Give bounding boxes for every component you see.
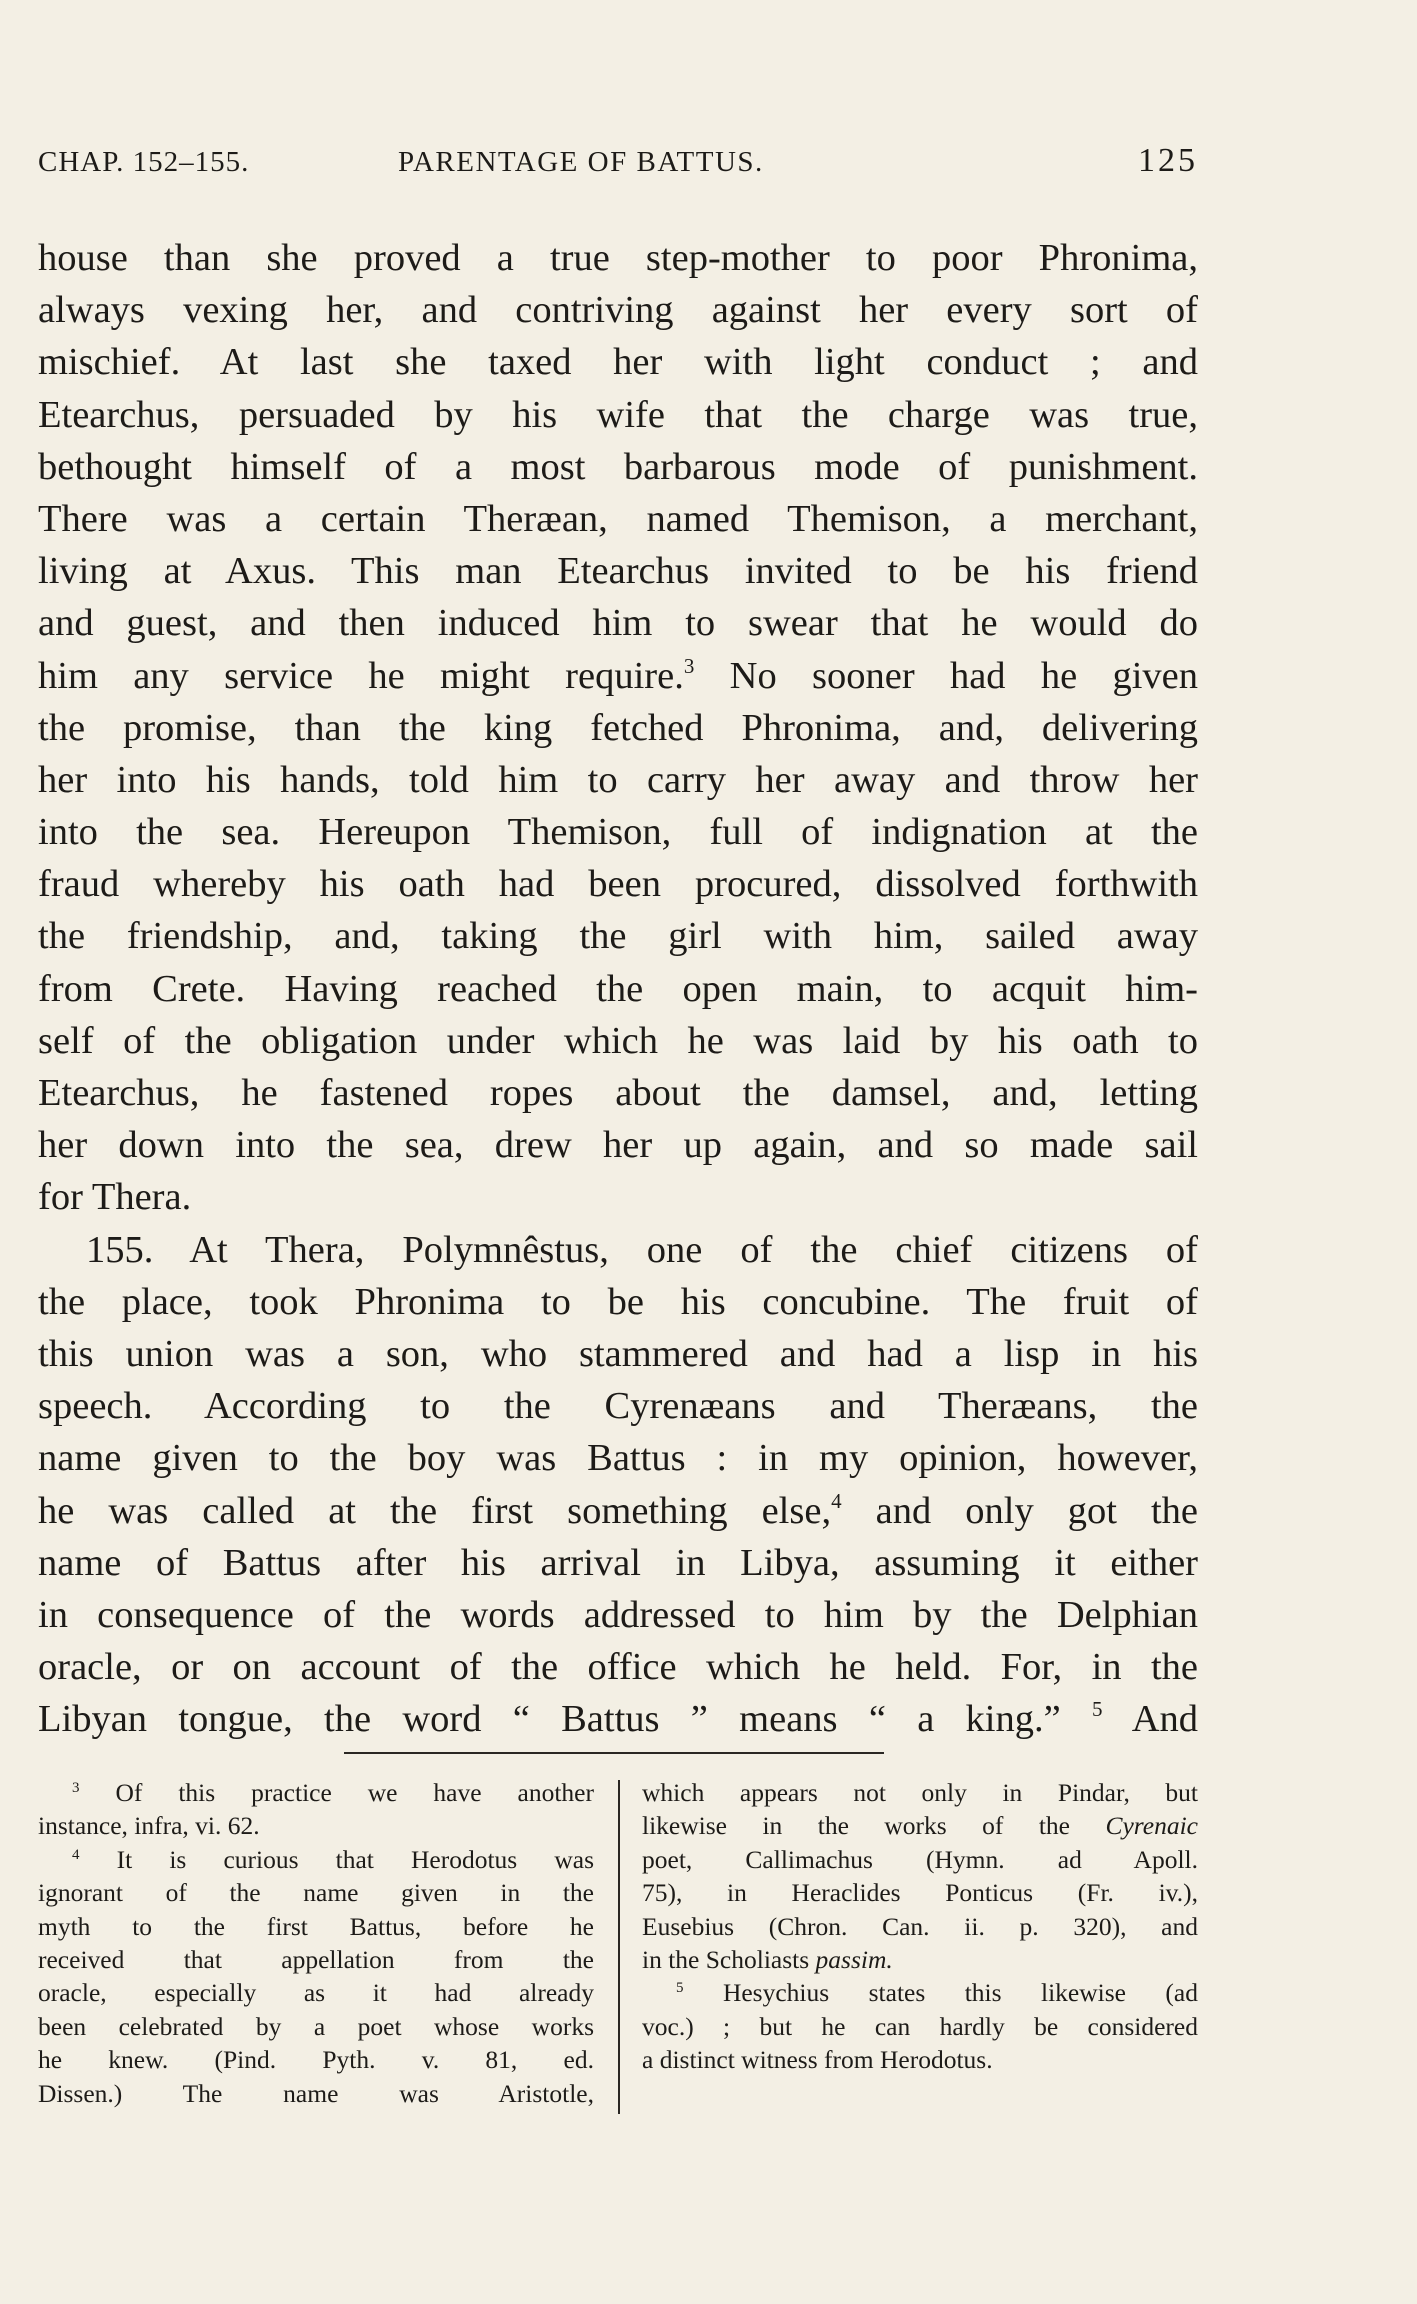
footnote-ref-3: 3 <box>683 653 695 678</box>
text-fragment: And <box>1131 1698 1199 1741</box>
text-line: this union was a son, who stammered and had a lisp in his <box>38 1332 1198 1375</box>
text-line: the place, took Phronima to be his concubine. The fruit of <box>38 1280 1198 1323</box>
text-line: into the sea. Hereupon Themison, full of indignation at the <box>38 811 1198 854</box>
text-line <box>38 1693 1198 1745</box>
footnote-line: voc.) ; but he can hardly be considered <box>642 2011 1198 2041</box>
footnote-mark: 4 <box>72 1846 80 1863</box>
section-155-start: 155. At Thera, Polymnêstus, one of the chief citizens of <box>86 1228 1198 1271</box>
italic-term: Cyrenaic <box>1105 1811 1198 1841</box>
footnote-line: myth to the first Battus, before he <box>38 1911 594 1941</box>
footnote-3 <box>38 1776 594 1809</box>
text-line: There was a certain Theræan, named Themison, a merchant, <box>38 497 1198 540</box>
footnote-line: received that appellation from the <box>38 1944 594 1974</box>
footnote-line: Hesychius states this likewise (ad <box>722 1978 1198 2008</box>
footnote-fragment: in the Scholiasts <box>642 1944 810 1974</box>
footnote-line: a distinct witness from Herodotus. <box>642 2045 993 2075</box>
main-text <box>38 232 1198 1745</box>
text-line: house than she proved a true step-mother to poor Phronima, <box>38 237 1198 279</box>
footnote-line: been celebrated by a poet whose works <box>38 2011 594 2041</box>
footnote-mark: 3 <box>72 1780 80 1796</box>
footnote-fragment: likewise in the works of the <box>642 1811 1070 1841</box>
text-fragment: he was called at the first something else, <box>38 1489 832 1532</box>
text-line: fraud whereby his oath had been procured, dissolved forthwith <box>38 863 1198 906</box>
footnote-line: which appears not only in Pindar, but <box>642 1778 1198 1807</box>
footnote-line <box>642 1809 1198 1842</box>
chapter-range: CHAP. 152–155. <box>38 146 250 178</box>
text-line: her down into the sea, drew her up again, and so made sail <box>38 1124 1198 1167</box>
text-fragment: No sooner had he given <box>729 654 1199 697</box>
running-title: PARENTAGE OF BATTUS. <box>398 146 764 178</box>
text-line: Etearchus, he fastened ropes about the damsel, and, letting <box>38 1072 1198 1114</box>
text-line <box>38 1485 1198 1537</box>
footnote-5 <box>642 1976 1198 2009</box>
text-line: for Thera. <box>38 1176 192 1219</box>
footnote-ref-5: 5 <box>1092 1697 1103 1722</box>
footnote-line: ignorant of the name given in the <box>38 1878 594 1908</box>
text-line: always vexing her, and contriving against her every sort of <box>38 289 1198 332</box>
text-line: the friendship, and, taking the girl with him, sailed away <box>38 915 1198 958</box>
footnote-rule <box>344 1752 884 1754</box>
text-fragment: him any service he might require. <box>38 654 684 697</box>
footnote-line: poet, Callimachus (Hymn. ad Apoll. <box>642 1844 1198 1874</box>
footnote-ref-4: 4 <box>831 1488 842 1513</box>
text-line: name of Battus after his arrival in Libya, assuming it either <box>38 1541 1198 1584</box>
footnote-line: Of this practice we have another <box>115 1778 594 1807</box>
text-line: oracle, or on account of the office which he held. For, in the <box>38 1646 1198 1689</box>
footnote-4 <box>38 1843 594 1876</box>
text-fragment: and only got the <box>875 1489 1198 1532</box>
footnotes-right-column <box>642 1776 1198 2077</box>
page-number: 125 <box>1138 142 1198 179</box>
text-line: in consequence of the words addressed to him by the Delphian <box>38 1593 1198 1636</box>
text-line: bethought himself of a most barbarous mode of punishment. <box>38 445 1198 488</box>
italic-term: passim. <box>815 1944 893 1974</box>
text-line: and guest, and then induced him to swear that he would do <box>38 602 1198 645</box>
footnote-line: he knew. (Pind. Pyth. v. 81, ed. <box>38 2045 594 2075</box>
text-line: mischief. At last she taxed her with light conduct ; and <box>38 341 1198 384</box>
running-header <box>38 142 1198 190</box>
text-fragment: Libyan tongue, the word “ Battus ” means “ a king.” <box>38 1698 1061 1741</box>
footnote-line: 75), in Heraclides Ponticus (Fr. iv.), <box>642 1878 1198 1908</box>
text-line: Etearchus, persuaded by his wife that the charge was true, <box>38 393 1198 436</box>
footnote-line: It is curious that Herodotus was <box>116 1844 595 1874</box>
footnote-line: instance, infra, vi. 62. <box>38 1811 260 1841</box>
footnote-line: Dissen.) The name was Aristotle, <box>38 2078 594 2108</box>
text-line <box>38 650 1198 702</box>
column-divider <box>618 1780 620 2114</box>
footnotes-left-column <box>38 1776 594 2110</box>
text-line: self of the obligation under which he was laid by his oath to <box>38 1019 1198 1062</box>
text-line: name given to the boy was Battus : in my opinion, however, <box>38 1437 1198 1480</box>
footnote-line: Eusebius (Chron. Can. ii. p. 320), and <box>642 1911 1198 1941</box>
text-line: her into his hands, told him to carry her away and throw her <box>38 758 1198 801</box>
text-line: living at Axus. This man Etearchus invited to be his friend <box>38 550 1198 593</box>
footnote-mark: 5 <box>676 1980 684 1997</box>
text-line: speech. According to the Cyrenæans and Theræans, the <box>38 1385 1198 1428</box>
footnote-line <box>642 1943 1198 1976</box>
text-line: from Crete. Having reached the open main, to acquit him- <box>38 967 1198 1010</box>
text-line: the promise, than the king fetched Phronima, and, delivering <box>38 706 1198 749</box>
footnote-line: oracle, especially as it had already <box>38 1978 594 2008</box>
